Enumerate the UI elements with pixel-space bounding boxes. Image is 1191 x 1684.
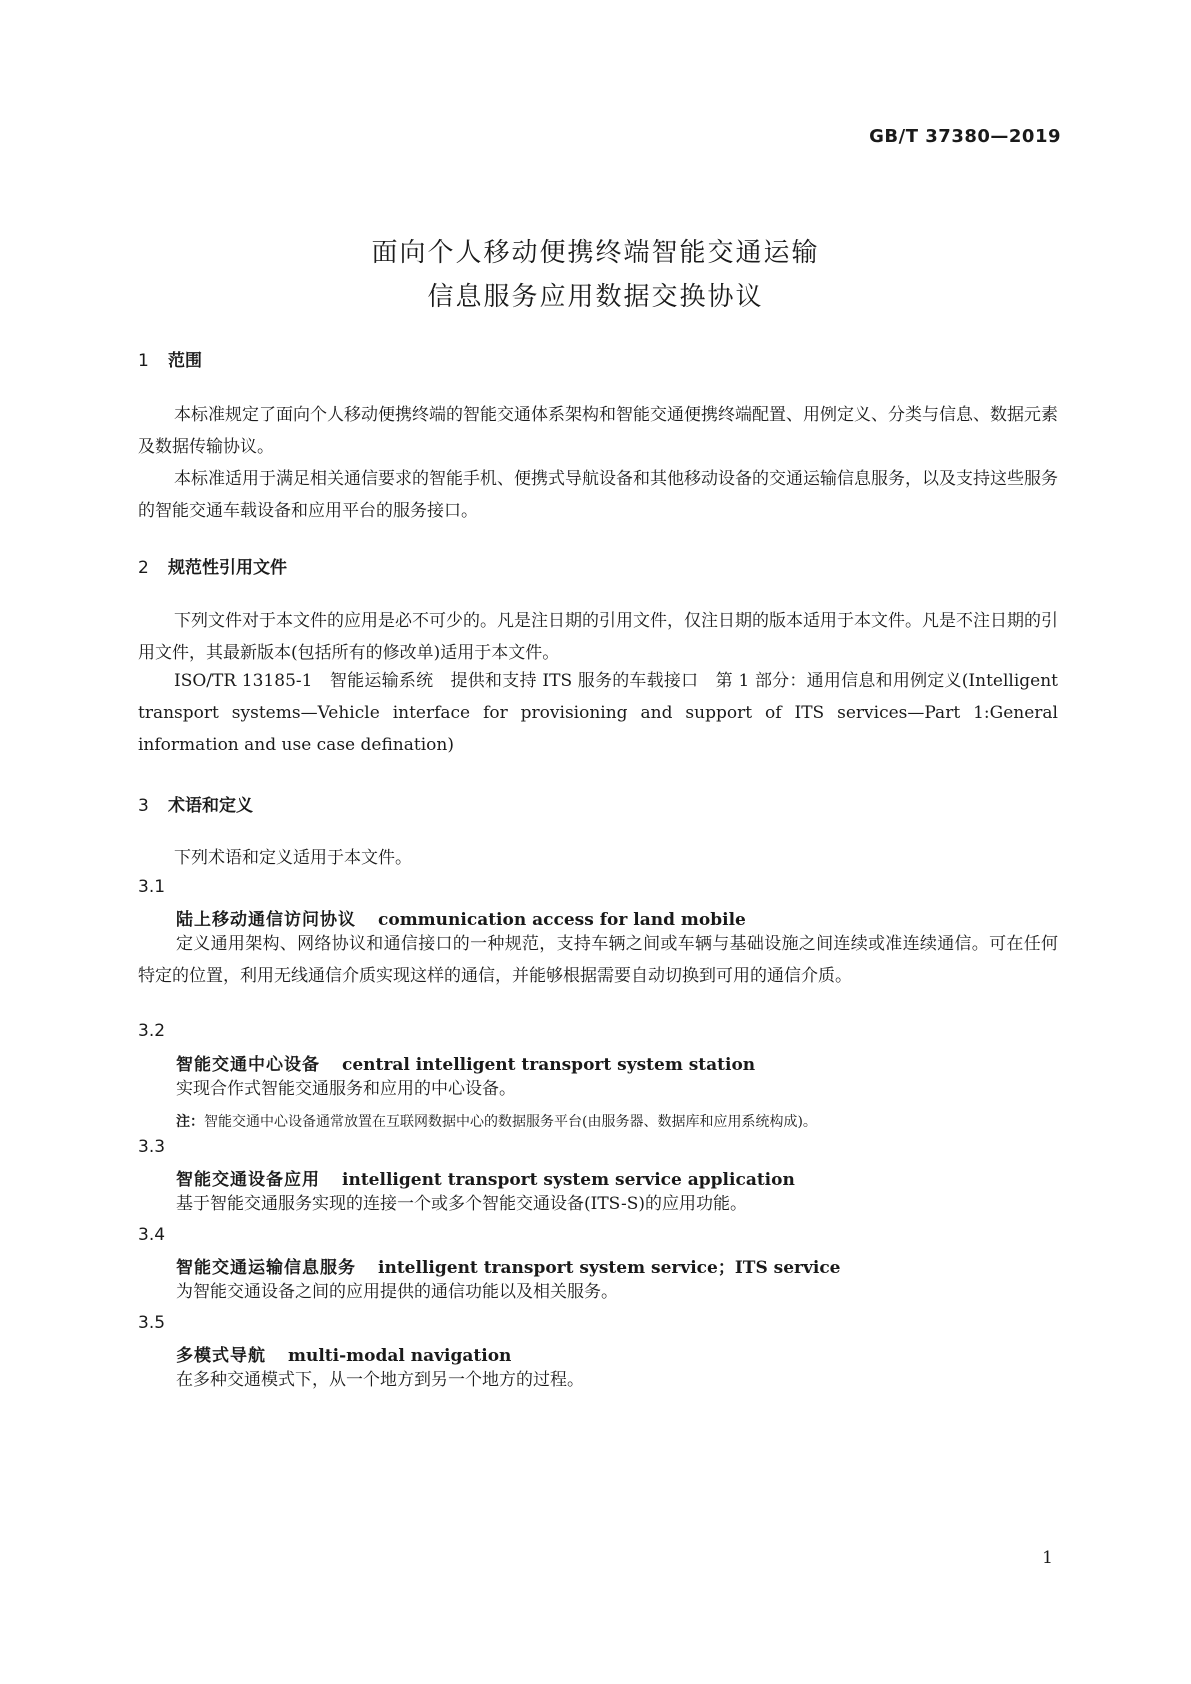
section-number: 1	[138, 351, 149, 371]
term-number: 3.1	[138, 877, 166, 897]
term-en: intelligent transport system service application	[342, 1170, 795, 1190]
term-number: 3.3	[138, 1137, 166, 1157]
term-zh: 多模式导航	[176, 1346, 266, 1366]
paragraph: 本标准适用于满足相关通信要求的智能手机、便携式导航设备和其他移动设备的交通运输信息服务，以及支持这些服务的智能交通车载设备和应用平台的服务接口。	[138, 469, 1058, 521]
paragraph: 下列文件对于本文件的应用是必不可少的。凡是注日期的引用文件，仅注日期的版本适用于本文件。凡是不注日期的引用文件，其最新版本(包括所有的修改单)适用于本文件。	[138, 611, 1058, 663]
note-label: 注：	[176, 1114, 204, 1130]
term-number: 3.4	[138, 1225, 166, 1245]
term-zh: 智能交通中心设备	[176, 1055, 320, 1075]
section-heading-terms-definitions	[138, 791, 253, 816]
section-heading-scope	[138, 346, 202, 371]
term-definition: 定义通用架构、网络协议和通信接口的一种规范，支持车辆之间或车辆与基础设施之间连续或准连续通信。可在任何特定的位置，利用无线通信介质实现这样的通信，并能够根据需要自动切换到可用的通信介质。	[138, 934, 1058, 986]
term-definition: 实现合作式智能交通服务和应用的中心设备。	[176, 1079, 516, 1099]
term-heading	[176, 1341, 511, 1366]
note-text: 智能交通中心设备通常放置在互联网数据中心的数据服务平台(由服务器、数据库和应用系统构成)。	[204, 1114, 817, 1130]
section-title: 范围	[168, 351, 202, 371]
section-heading-normative-references	[138, 553, 287, 578]
document-title-line-2: 信息服务应用数据交换协议	[427, 282, 764, 312]
term-zh: 智能交通设备应用	[176, 1170, 320, 1190]
term-heading	[176, 1165, 795, 1190]
term-heading	[176, 905, 746, 930]
term-heading	[176, 1253, 841, 1278]
term-zh: 智能交通运输信息服务	[176, 1258, 356, 1278]
term-note	[176, 1111, 817, 1131]
term-number: 3.2	[138, 1021, 166, 1041]
term-definition: 为智能交通设备之间的应用提供的通信功能以及相关服务。	[176, 1282, 618, 1302]
standard-code: GB/T 37380—2019	[869, 126, 1061, 147]
section-number: 2	[138, 558, 149, 578]
term-en: multi-modal navigation	[288, 1346, 512, 1366]
document-title-line-1: 面向个人移动便携终端智能交通运输	[371, 238, 820, 268]
term-zh: 陆上移动通信访问协议	[176, 910, 356, 930]
term-number: 3.5	[138, 1313, 166, 1333]
term-definition: 基于智能交通服务实现的连接一个或多个智能交通设备(ITS-S)的应用功能。	[176, 1194, 747, 1214]
section-title: 规范性引用文件	[168, 558, 287, 578]
section-title: 术语和定义	[168, 796, 253, 816]
paragraph: 本标准规定了面向个人移动便携终端的智能交通体系架构和智能交通便携终端配置、用例定义、分类与信息、数据元素及数据传输协议。	[138, 405, 1058, 457]
term-definition: 在多种交通模式下，从一个地方到另一个地方的过程。	[176, 1370, 584, 1390]
term-en: central intelligent transport system station	[342, 1055, 756, 1075]
term-en: communication access for land mobile	[378, 910, 746, 930]
page-number: 1	[1042, 1548, 1053, 1568]
term-heading	[176, 1050, 755, 1075]
paragraph: 下列术语和定义适用于本文件。	[174, 848, 412, 868]
section-number: 3	[138, 796, 149, 816]
reference-entry: ISO/TR 13185-1 智能运输系统 提供和支持 ITS 服务的车载接口 第 1 部分：通用信息和用例定义(Intelligent transport systems—Vehicle interface for provisioning and support of ITS services—Part 1:General information and use case defination)	[138, 671, 1058, 755]
term-en: intelligent transport system service；ITS service	[378, 1258, 841, 1278]
